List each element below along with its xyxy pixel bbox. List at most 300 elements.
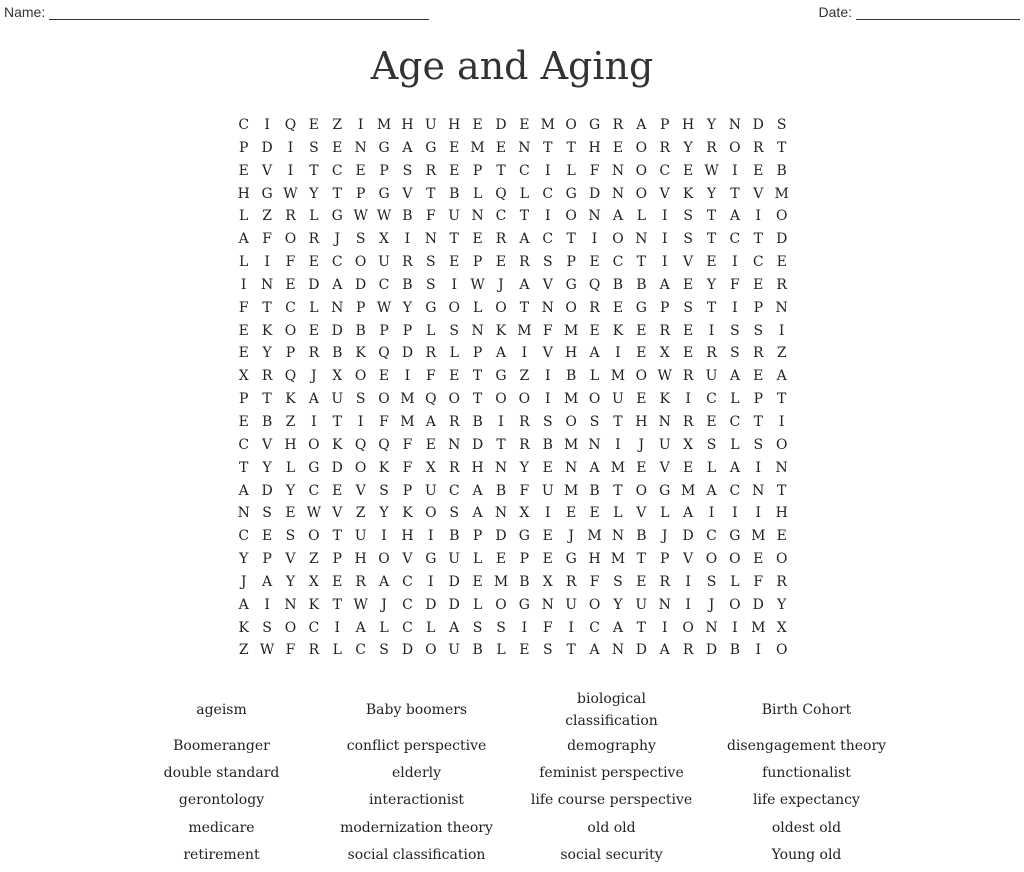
grid-letter: O [495,391,507,408]
grid-letter: B [449,185,460,202]
grid-letter: U [705,368,718,385]
grid-letter: E [636,573,647,590]
grid-letter: B [729,642,741,659]
grid-letter: K [682,185,694,202]
grid-letter: P [402,482,413,499]
grid-letter: F [379,413,389,430]
grid-letter: O [612,231,624,248]
grid-letter: N [354,139,367,156]
grid-letter: C [495,208,507,225]
grid-letter: T [777,139,787,156]
grid-letter: B [472,642,483,659]
grid-letter: O [635,162,648,179]
grid-letter: A [355,619,366,636]
grid-letter: N [775,299,788,316]
grid-letter: S [426,276,436,293]
grid-letter: S [683,299,693,316]
grid-letter: G [261,185,273,202]
grid-letter: O [588,391,601,408]
grid-letter: O [378,551,390,568]
grid-letter: Z [776,345,787,362]
grid-letter: E [449,368,460,385]
grid-letter: E [542,459,553,476]
name-blank-line [49,5,429,20]
word-list-item: old old [587,819,636,836]
grid-letter: A [776,368,787,385]
grid-letter: Y [613,596,623,613]
grid-letter: N [611,162,625,179]
grid-letter: C [542,231,554,248]
grid-letter: V [636,505,647,522]
grid-letter: C [238,528,250,545]
grid-letter: R [308,345,320,362]
grid-letter: S [285,528,296,545]
grid-letter: I [545,208,551,225]
grid-letter: S [426,254,436,271]
grid-letter: B [472,413,483,430]
grid-letter: Q [284,117,297,133]
grid-letter: R [706,345,717,362]
grid-letter: E [332,482,343,499]
grid-letter: K [238,619,249,636]
grid-letter: E [261,528,273,545]
grid-letter: R [425,162,437,179]
grid-letter: G [378,185,390,202]
grid-letter: L [426,619,436,636]
grid-letter: F [262,231,272,248]
grid-letter: S [730,345,740,362]
grid-letter: O [284,619,297,636]
grid-letter: P [472,528,483,545]
grid-letter: R [519,436,530,453]
grid-letter: C [378,276,390,293]
grid-letter: E [589,254,600,271]
grid-letter: O [425,505,437,522]
grid-letter: N [775,459,788,476]
grid-letter: A [706,482,717,499]
grid-letter: C [285,299,296,316]
grid-letter: J [334,231,341,248]
grid-letter: D [682,528,694,545]
grid-letter: H [448,117,461,133]
grid-letter: J [638,436,645,453]
grid-letter: U [541,482,554,499]
grid-letter: P [753,299,763,316]
grid-letter: U [565,596,578,613]
grid-letter: J [381,596,387,613]
grid-letter: K [261,322,273,339]
grid-letter: O [284,231,297,248]
grid-letter: E [308,322,319,339]
grid-letter: C [752,254,764,271]
grid-letter: X [332,368,343,385]
grid-letter: M [493,573,509,590]
grid-letter: I [428,528,434,545]
word-list-item: social classification [347,847,486,864]
grid-letter: E [495,551,507,568]
grid-letter: Y [706,185,717,202]
grid-letter: Y [706,276,717,293]
grid-letter: O [354,459,367,476]
grid-letter: M [563,436,579,453]
grid-letter: Y [402,299,413,316]
grid-letter: S [753,436,764,453]
grid-letter: S [683,208,693,225]
grid-letter: S [355,391,366,408]
grid-letter: B [589,482,600,499]
grid-letter: C [331,162,343,179]
word-list-item: feminist perspective [539,765,684,782]
grid-letter: D [331,322,343,339]
grid-letter: F [238,299,249,316]
grid-letter: A [519,231,530,248]
grid-letter: T [496,436,506,453]
grid-letter: T [566,139,576,156]
grid-letter: C [706,391,717,408]
grid-letter: I [755,505,762,522]
grid-letter: M [610,551,626,568]
grid-letter: R [589,299,600,316]
grid-letter: Z [519,368,530,385]
grid-letter: M [563,391,579,408]
grid-letter: N [471,208,484,225]
grid-letter: E [636,459,647,476]
grid-letter: H [588,551,601,568]
grid-letter: P [238,139,249,156]
name-field [4,4,429,20]
grid-letter: A [332,276,343,293]
grid-letter: T [472,368,483,385]
grid-letter: R [308,642,320,659]
grid-letter: R [402,254,413,271]
grid-letter: A [402,139,413,156]
grid-letter: R [706,139,717,156]
grid-letter: L [730,391,740,408]
grid-letter: I [661,254,668,271]
grid-letter: D [776,231,788,248]
grid-letter: Z [332,117,343,133]
grid-letter: P [519,551,530,568]
grid-letter: E [308,254,319,271]
grid-letter: E [753,551,764,568]
grid-letter: P [753,391,763,408]
grid-letter: K [402,505,413,522]
word-list-item: Young old [771,847,842,864]
grid-letter: J [498,276,504,293]
grid-letter: O [284,322,297,339]
grid-letter: M [563,482,579,499]
grid-letter: N [331,299,344,316]
date-blank-line [856,5,1020,20]
grid-letter: N [611,185,625,202]
date-field [819,4,1020,20]
grid-letter: Z [355,505,366,522]
grid-letter: G [729,528,741,545]
grid-letter: C [308,619,320,636]
grid-letter: F [402,459,413,476]
grid-letter: C [706,528,717,545]
grid-letter: H [588,139,601,156]
grid-letter: S [355,231,366,248]
grid-letter: L [472,596,483,613]
grid-letter: B [449,528,460,545]
grid-letter: D [752,596,764,613]
grid-letter: I [615,436,621,453]
grid-letter: R [519,254,530,271]
grid-letter: A [308,391,319,408]
grid-letter: L [449,345,459,362]
grid-letter: L [239,208,249,225]
grid-letter: A [519,276,530,293]
grid-letter: O [448,391,460,408]
grid-letter: C [402,596,413,613]
grid-letter: H [401,117,414,133]
grid-letter: F [753,573,764,590]
grid-letter: V [659,459,670,476]
grid-letter: E [683,459,694,476]
grid-letter: N [260,276,274,293]
grid-letter: K [355,345,366,362]
grid-letter: G [518,596,530,613]
grid-letter: E [495,139,507,156]
grid-letter: B [402,208,413,225]
word-list-item: functionalist [762,765,851,782]
grid-letter: E [753,276,764,293]
grid-letter: V [753,185,764,202]
grid-letter: Y [262,459,272,476]
grid-letter: E [519,117,530,133]
grid-letter: S [753,322,764,339]
grid-letter: D [495,117,507,133]
grid-letter: T [426,185,436,202]
grid-letter: T [636,254,646,271]
grid-letter: M [680,482,696,499]
grid-letter: I [521,619,528,636]
grid-letter: S [262,619,272,636]
grid-letter: Y [262,345,272,362]
grid-letter: D [752,117,764,133]
grid-letter: Q [495,185,507,202]
grid-letter: B [261,413,273,430]
grid-letter: R [308,231,320,248]
grid-letter: R [682,413,694,430]
grid-letter: Y [379,505,389,522]
grid-letter: H [682,117,695,133]
grid-letter: P [238,391,249,408]
grid-letter: E [683,322,694,339]
word-list-item: gerontology [178,792,265,809]
grid-letter: J [240,573,247,590]
grid-letter: Y [285,482,296,499]
grid-letter: F [425,208,436,225]
grid-letter: P [332,551,342,568]
grid-letter: H [565,345,578,362]
grid-letter: B [636,276,647,293]
grid-letter: E [706,413,717,430]
grid-letter: A [238,482,249,499]
grid-letter: V [262,162,273,179]
grid-letter: T [543,139,553,156]
grid-letter: G [565,276,577,293]
grid-letter: W [259,642,275,659]
word-list-item: elderly [391,765,442,782]
grid-letter: K [308,596,320,613]
grid-letter: B [566,368,577,385]
grid-letter: E [753,162,764,179]
grid-letter: F [730,276,740,293]
grid-letter: T [613,482,623,499]
grid-letter: C [238,436,250,453]
grid-letter: E [706,254,717,271]
grid-letter: N [588,208,601,225]
grid-letter: C [729,482,741,499]
grid-letter: W [376,299,392,316]
grid-letter: F [425,368,436,385]
grid-letter: C [448,482,460,499]
grid-letter: Z [262,208,272,225]
grid-letter: A [612,619,623,636]
grid-letter: Q [588,276,601,293]
grid-letter: S [309,139,319,156]
grid-letter: Q [354,436,367,453]
grid-letter: K [332,436,343,453]
grid-letter: V [332,505,343,522]
grid-letter: W [704,162,719,179]
grid-letter: B [636,528,647,545]
grid-letter: I [591,231,598,248]
grid-letter: P [379,162,389,179]
grid-letter: L [660,505,670,522]
grid-letter: I [311,413,317,430]
grid-letter: T [706,208,717,225]
grid-letter: E [238,413,249,430]
word-list-item: Baby boomers [365,702,468,718]
grid-letter: H [354,551,367,568]
grid-letter: I [381,528,387,545]
grid-letter: X [659,345,670,362]
grid-letter: N [635,231,648,248]
grid-letter: A [659,276,670,293]
grid-letter: G [308,459,320,476]
grid-letter: R [776,276,787,293]
grid-letter: C [402,619,413,636]
grid-letter: S [449,322,459,339]
grid-letter: A [589,345,600,362]
grid-letter: X [519,505,530,522]
word-list-item: conflict perspective [346,737,487,754]
word-list-item: biological classification [565,691,658,729]
grid-letter: A [262,573,273,590]
grid-letter: E [683,345,694,362]
grid-letter: P [660,117,670,133]
grid-letter: O [635,185,648,202]
grid-letter: L [472,551,483,568]
grid-letter: N [284,596,297,613]
grid-letter: T [636,551,646,568]
grid-letter: G [588,117,601,133]
grid-letter: I [357,117,364,133]
grid-letter: M [774,185,789,202]
grid-letter: R [355,573,366,590]
grid-letter: T [519,299,530,316]
grid-letter: I [264,254,270,271]
grid-letter: O [425,642,437,659]
grid-letter: F [542,619,553,636]
grid-letter: E [355,162,366,179]
grid-letter: X [308,573,319,590]
grid-letter: I [661,208,668,225]
grid-letter: R [776,573,787,590]
grid-letter: N [705,619,718,636]
grid-letter: N [611,642,625,659]
grid-letter: X [379,231,390,248]
grid-letter: G [331,208,343,225]
grid-letter: O [635,482,648,499]
grid-letter: T [566,231,576,248]
grid-letter: E [285,505,296,522]
grid-letter: I [755,459,762,476]
grid-letter: S [776,117,787,133]
grid-letter: E [285,276,296,293]
grid-letter: E [495,254,507,271]
grid-letter: D [261,482,273,499]
grid-letter: O [775,642,788,659]
grid-letter: V [542,345,553,362]
grid-letter: U [612,391,624,408]
grid-letter: O [729,139,741,156]
word-list-item: oldest old [771,819,842,836]
grid-letter: C [542,185,554,202]
grid-letter: D [705,642,718,659]
grid-letter: J [311,368,317,385]
grid-letter: A [589,642,600,659]
grid-letter: R [659,139,670,156]
grid-letter: T [332,185,342,202]
grid-letter: W [657,368,672,385]
grid-letter: G [425,299,437,316]
grid-letter: T [309,162,319,179]
word-search-grid [232,114,793,662]
grid-letter: N [728,117,742,133]
grid-letter: C [519,162,530,179]
grid-letter: R [565,573,577,590]
grid-letter: I [545,162,551,179]
word-list-item: interactionist [368,792,465,809]
grid-letter: D [261,139,273,156]
grid-letter: I [661,231,668,248]
grid-letter: G [518,528,530,545]
grid-letter: S [472,619,483,636]
grid-letter: H [401,528,414,545]
grid-letter: R [448,459,460,476]
grid-letter: D [331,459,343,476]
grid-letter: V [659,185,670,202]
grid-letter: A [729,459,740,476]
grid-letter: C [612,254,624,271]
grid-letter: V [683,254,694,271]
grid-letter: M [587,528,602,545]
grid-letter: I [732,254,738,271]
grid-letter: Y [285,573,296,590]
grid-letter: I [755,642,762,659]
grid-letter: W [353,596,368,613]
grid-letter: O [354,368,367,385]
grid-letter: L [730,436,740,453]
grid-letter: W [376,208,392,225]
grid-letter: I [778,322,785,339]
grid-letter: C [659,162,671,179]
grid-letter: I [498,413,504,430]
